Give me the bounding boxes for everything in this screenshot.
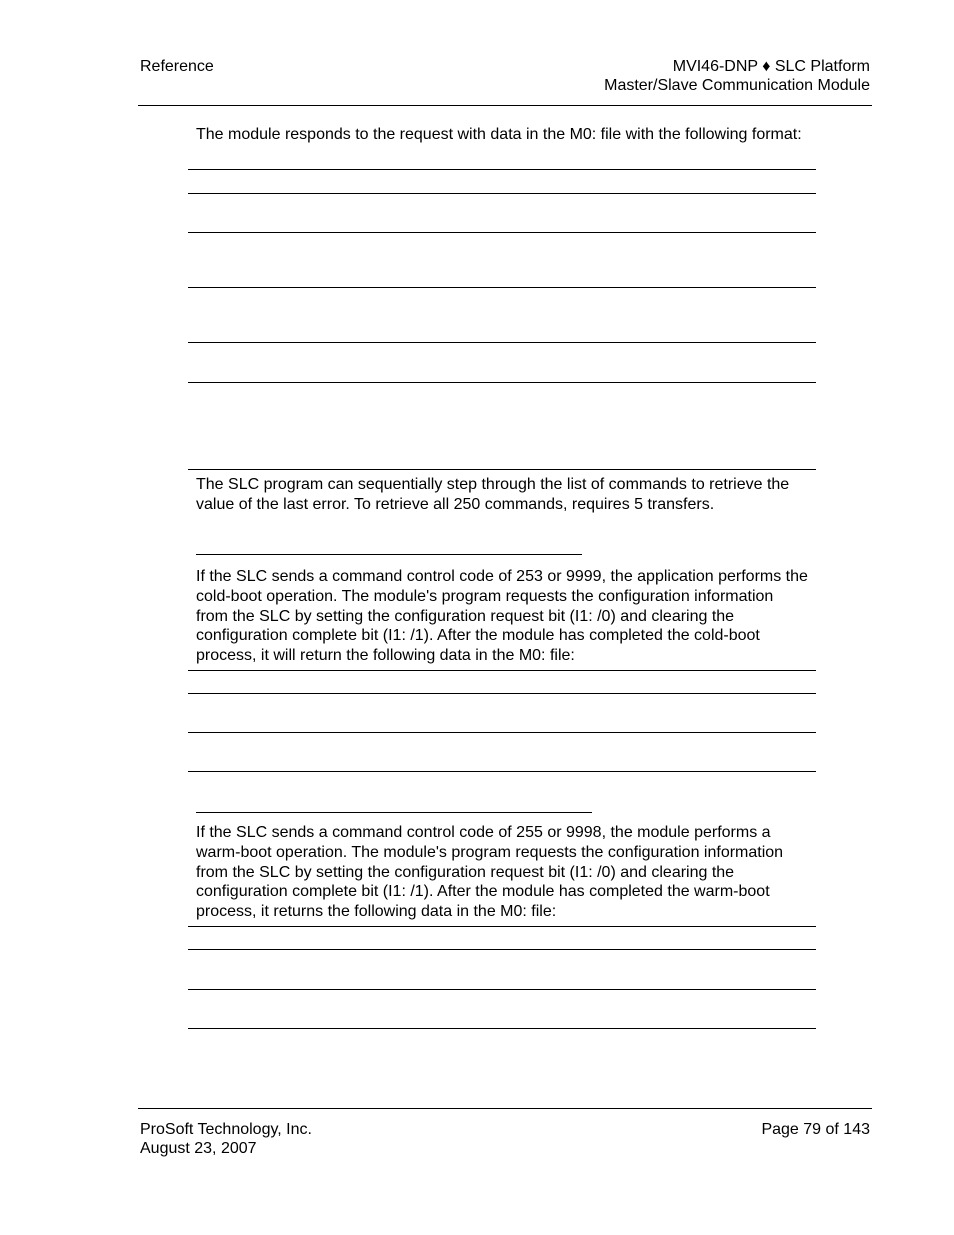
table-rule [188, 469, 816, 470]
table-rule [188, 169, 816, 170]
table-rule [188, 670, 816, 671]
footer-company: ProSoft Technology, Inc. [140, 1121, 312, 1138]
table-rule [188, 949, 816, 950]
body-paragraph-4: If the SLC sends a command control code of 255 or 9998, the module performs a warm-boot operation. The module's program requests the configuration information from the SLC by setting the configuration request bit (I1: /0) and clearing the configuration complete bit (I1: /1). After the module has completed the warm-boot process, it returns the following data in the M0: file: [196, 824, 784, 921]
section-heading-underline [196, 554, 582, 555]
table-rule [188, 1028, 816, 1029]
table-rule [188, 287, 816, 288]
table-rule [188, 732, 816, 733]
table-rule [188, 926, 816, 927]
header-product-subtitle: Master/Slave Communication Module [604, 77, 870, 94]
table-rule [188, 193, 816, 194]
table-rule [188, 693, 816, 694]
table-rule [188, 342, 816, 343]
body-paragraph-2: The SLC program can sequentially step through the list of commands to retrieve the value of the last error. To retrieve all 250 commands, requires 5 transfers. [196, 476, 790, 513]
table-rule [188, 232, 816, 233]
header-divider [138, 105, 872, 106]
header-product-title: MVI46-DNP ♦ SLC Platform [672, 58, 870, 75]
section-heading-underline [196, 812, 592, 813]
table-rule [188, 989, 816, 990]
footer-page-number: Page 79 of 143 [761, 1121, 870, 1138]
table-rule [188, 382, 816, 383]
body-paragraph-3: If the SLC sends a command control code of 253 or 9999, the application performs the cold-boot operation. The module's program requests the configuration information from the SLC by setting the configuration request bit (I1: /0) and clearing the configuration complete bit (I1: /1). After the module has completed the cold-boot process, it will return the following data in the M0: file: [196, 568, 808, 665]
footer-divider [138, 1108, 872, 1109]
body-paragraph-1: The module responds to the request with data in the M0: file with the following format: [196, 126, 802, 143]
table-rule [188, 771, 816, 772]
footer-date: August 23, 2007 [140, 1140, 257, 1157]
header-section-label: Reference [140, 58, 214, 75]
